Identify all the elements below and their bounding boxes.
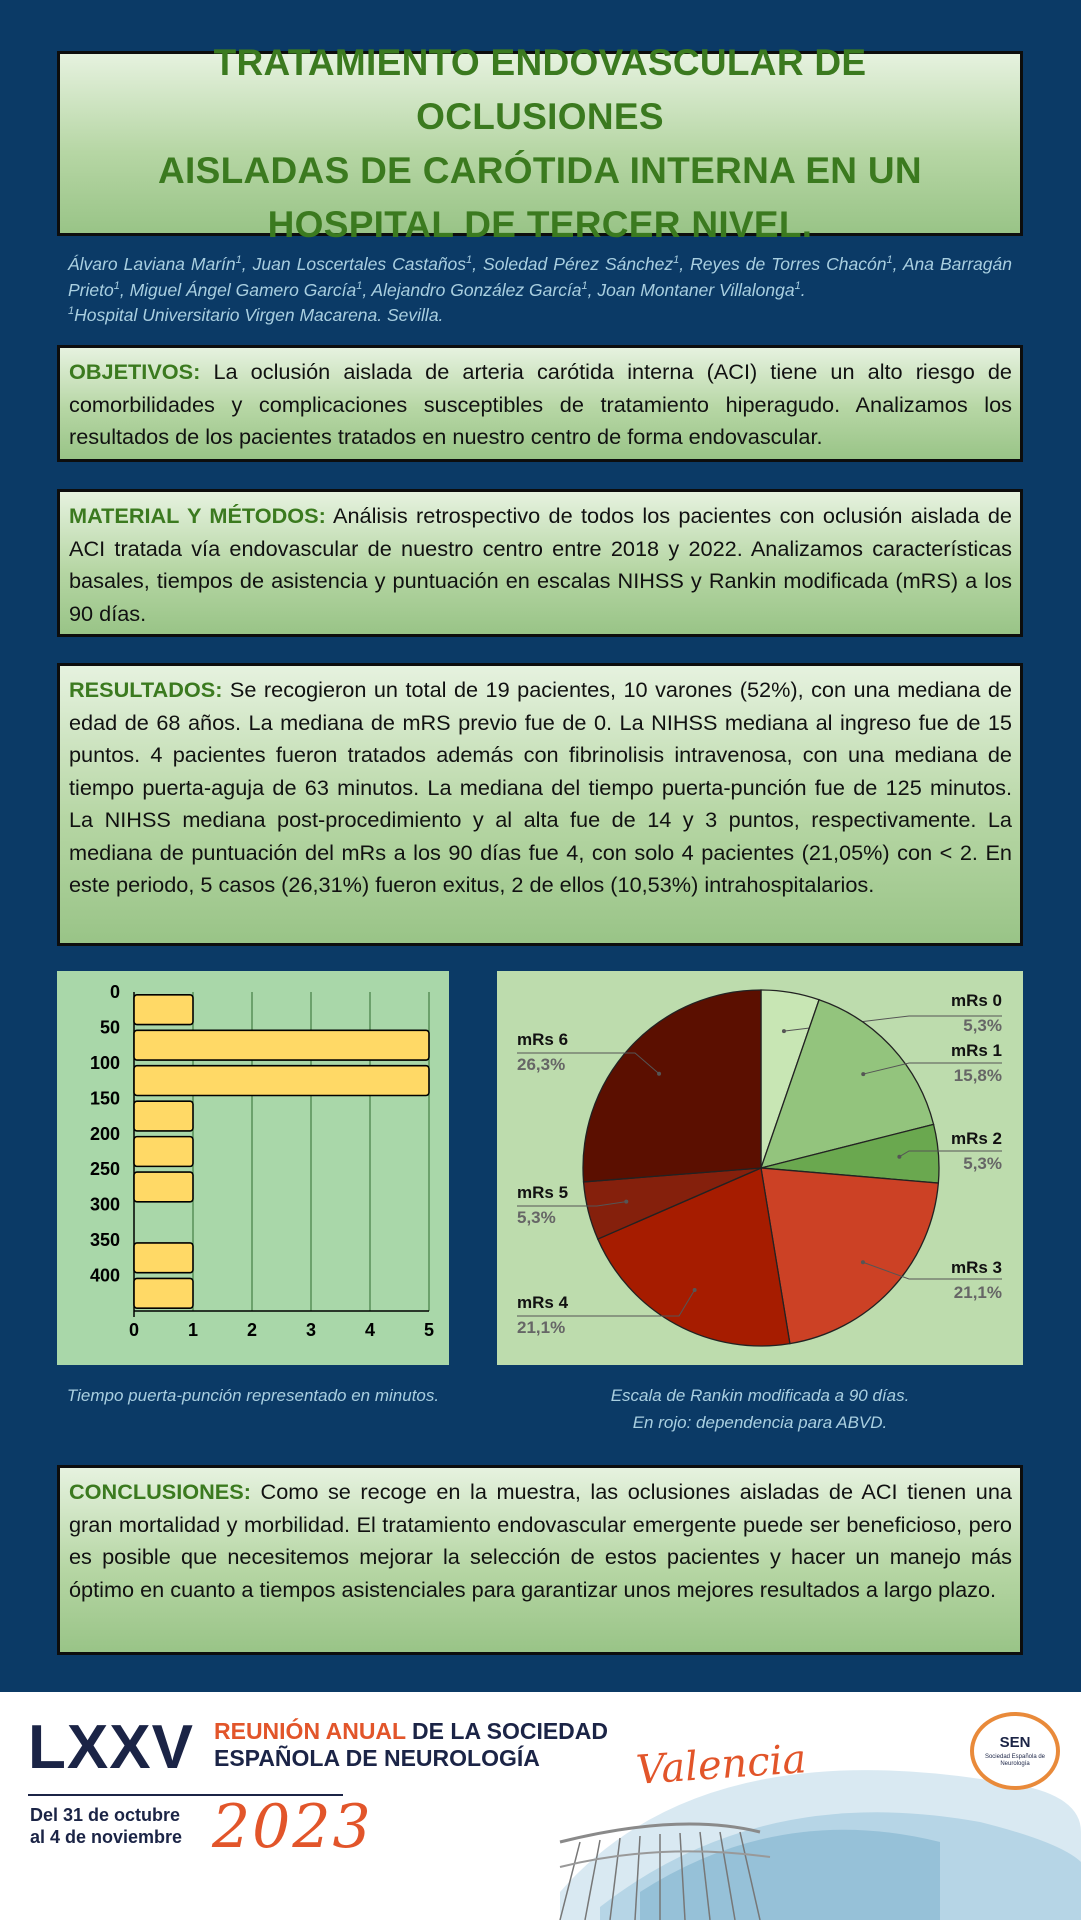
bar [134, 1030, 429, 1060]
x-tick-label: 0 [128, 1320, 140, 1340]
conclusiones-heading: CONCLUSIONES: [69, 1479, 251, 1504]
bar [134, 1243, 193, 1273]
x-tick-label: 1 [187, 1320, 199, 1340]
pie-percent-label: 15,8% [953, 1066, 1002, 1085]
pie-percent-label: 5,3% [963, 1016, 1002, 1035]
leader-dot [861, 1260, 865, 1264]
metodos-heading: MATERIAL Y MÉTODOS: [69, 503, 326, 528]
author: Reyes de Torres Chacón [690, 254, 887, 274]
y-tick-label: 250 [89, 1159, 120, 1180]
x-tick-label: 4 [364, 1320, 376, 1340]
sen-logo: SEN Sociedad Española de Neurología [970, 1712, 1060, 1790]
pie-percent-label: 5,3% [963, 1154, 1002, 1173]
bar-chart [57, 971, 449, 1365]
resultados-text: RESULTADOS: Se recogieron un total de 19 pacientes, 10 varones (52%), con una mediana de edad de 68 años. La mediana de mRS previo fue de 0. La NIHSS mediana al ingreso fue de 15 puntos. 4 pacientes fueron tratados además con fibrinolisis intravenosa, con una mediana de tiempo puerta-aguja de 63 minutos. La mediana del tiempo puerta-punción fue de 125 minutos. La NIHSS mediana post-procedimiento y al alta fue de 14 y 3 puntos, respectivamente. La mediana de puntuación del mRs a los 90 días fue 4, con solo 4 pacientes (21,05%) con < 2. En este periodo, 5 casos (26,31%) fueron exitus, 2 de ellos (10,53%) intrahospitalarios. [69, 677, 1012, 897]
pie-percent-label: 21,1% [517, 1318, 566, 1337]
leader-dot [861, 1072, 865, 1076]
y-tick-label: 50 [99, 1017, 120, 1038]
pie-chart [497, 971, 1023, 1365]
y-tick-label: 150 [89, 1088, 120, 1109]
bar [134, 1278, 193, 1308]
congress-banner [0, 1692, 1081, 1920]
affiliation: $^1$Hospital Universitario Virgen Macarena. Sevilla. [68, 305, 444, 325]
congress-year: 2023 [212, 1792, 373, 1862]
title-line: TRATAMIENTO ENDOVASCULAR DE OCLUSIONES [213, 41, 867, 137]
y-tick-label: 400 [89, 1265, 120, 1286]
congress-city: Valencia [634, 1736, 808, 1794]
pie-chart-caption: Escala de Rankin modificada a 90 días. En rojo: dependencia para ABVD. [610, 1386, 910, 1432]
leader-dot [897, 1155, 901, 1159]
leader-dot [624, 1200, 628, 1204]
x-tick-label: 5 [423, 1320, 435, 1340]
author: Juan Loscertales Castaños [252, 254, 467, 274]
author: Alejandro González García [371, 279, 582, 300]
bar-chart-caption: Tiempo puerta-punción representado en minutos. [66, 1386, 440, 1405]
pie-slice [583, 990, 761, 1182]
pie-label: mRs 1 [950, 1041, 1002, 1060]
poster-title [90, 36, 990, 252]
pie-label: mRs 0 [950, 991, 1002, 1010]
leader-dot [657, 1072, 661, 1076]
pie-percent-label: 21,1% [953, 1283, 1002, 1302]
y-tick-label: 100 [89, 1052, 120, 1073]
author: Álvaro Laviana Marín [68, 254, 236, 274]
title-box [57, 41, 1023, 245]
pie-chart-panel [497, 971, 1023, 1365]
bar [134, 1066, 429, 1096]
bar-chart-panel [57, 971, 449, 1365]
metodos-text: MATERIAL Y MÉTODOS: Análisis retrospectivo de todos los pacientes con oclusión aislada de ACI tratada vía endovascular de nuestro centro entre 2018 y 2022. Analizamos características basales, tiempos de asistencia y puntuación en escalas NIHSS y Rankin modificada (mRS) a los 90 días. [69, 503, 1012, 626]
author: Ana Barragán Prieto [68, 254, 1012, 300]
bar [134, 1172, 193, 1202]
bar [134, 1101, 193, 1131]
pie-percent-label: 26,3% [517, 1055, 566, 1074]
title-line: HOSPITAL DE TERCER NIVEL. [267, 203, 813, 245]
authors-block: Álvaro Laviana Marín$^1$, Juan Loscertales Castaños$^1$, Soledad Pérez Sánchez$^1$, Reyes de Torres Chacón$^1$, Ana Barragán Prieto$^1$, Miguel Ángel Gamero García$^1$, Alejandro González García$^1$, Joan Montaner Villalonga$^1$. $^1$Hospital Universitario Virgen Macarena. Sevilla. [68, 252, 1012, 329]
metodos-box [57, 489, 1023, 637]
pie-label: mRs 2 [950, 1129, 1002, 1148]
pie-label: mRs 3 [950, 1258, 1002, 1277]
author: Soledad Pérez Sánchez [483, 254, 674, 274]
title-line: AISLADAS DE CARÓTIDA INTERNA EN UN [158, 149, 922, 191]
conclusiones-text: CONCLUSIONES: Como se recoge en la muestra, las oclusiones aisladas de ACI tienen una gran mortalidad y morbilidad. El tratamiento endovascular emergente puede ser beneficioso, pero es posible que necesitemos mejorar la selección de estos pacientes y hacer un manejo más óptimo en cuanto a tiempos asistenciales para garantizar unos mejores resultados a largo plazo. [69, 1479, 1012, 1602]
congress-dates: Del 31 de octubre al 4 de noviembre [30, 1805, 183, 1847]
objetivos-heading: OBJETIVOS: [69, 359, 201, 384]
pie-label: mRs 6 [517, 1030, 569, 1049]
y-tick-label: 300 [89, 1194, 120, 1215]
x-tick-label: 2 [246, 1320, 258, 1340]
resultados-box [57, 663, 1023, 946]
pie-label: mRs 4 [517, 1293, 569, 1312]
pie-slice [761, 1168, 938, 1344]
objetivos-box [57, 345, 1023, 462]
y-tick-label: 200 [89, 1123, 120, 1144]
y-tick-label: 350 [89, 1230, 120, 1251]
y-tick-label: 0 [109, 982, 120, 1002]
bar [134, 1137, 193, 1167]
bar [134, 995, 193, 1025]
congress-name: REUNIÓN ANUAL DE LA SOCIEDAD ESPAÑOLA DE NEUROLOGÍA [214, 1718, 608, 1771]
resultados-heading: RESULTADOS: [69, 677, 223, 702]
leader-dot [693, 1288, 697, 1292]
conclusiones-box [57, 1465, 1023, 1655]
author: Joan Montaner Villalonga [597, 279, 795, 300]
congress-number: LXXV [28, 1713, 194, 1782]
x-tick-label: 3 [305, 1320, 317, 1340]
objetivos-text: OBJETIVOS: La oclusión aislada de arteria carótida interna (ACI) tiene un alto riesgo de comorbilidades y complicaciones susceptibles de tratamiento hiperagudo. Analizamos los resultados de los pacientes tratados en nuestro centro de forma endovascular. [69, 359, 1012, 449]
pie-label: mRs 5 [517, 1183, 569, 1202]
leader-dot [782, 1029, 786, 1033]
pie-percent-label: 5,3% [517, 1208, 556, 1227]
author: Miguel Ángel Gamero García [129, 279, 357, 300]
